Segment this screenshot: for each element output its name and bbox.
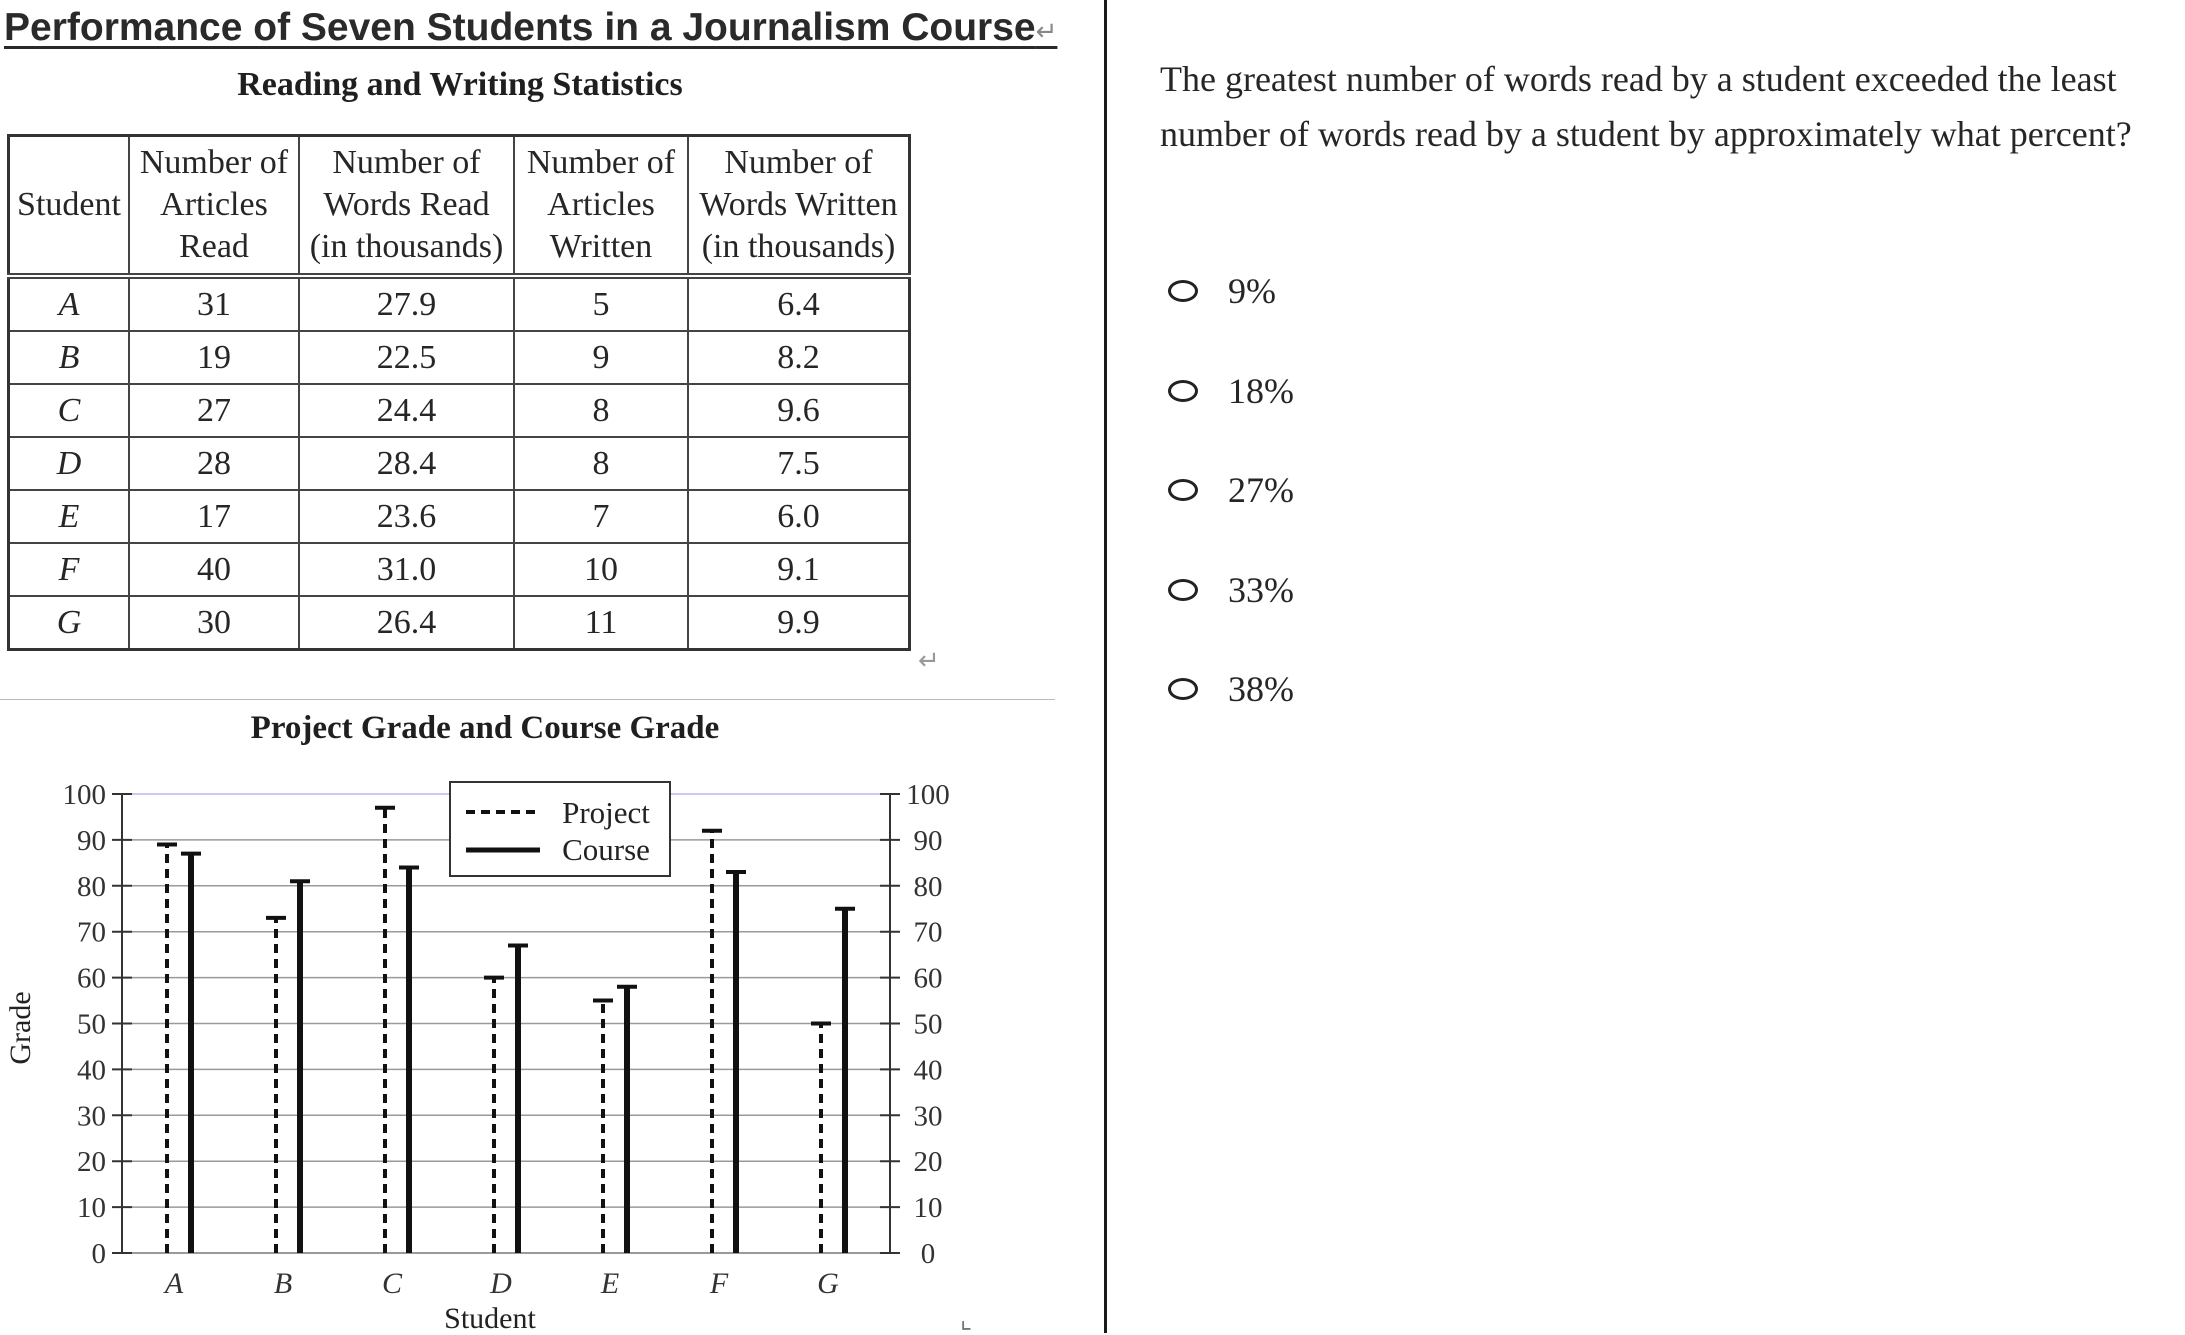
y-tick-label-right: 30 [913,1100,943,1133]
table-cell: 10 [514,543,688,596]
table-header-row [9,136,910,277]
answer-option-3[interactable] [1168,465,1294,515]
header-text: Words Read [323,186,490,223]
radio-button[interactable] [1168,678,1198,700]
table-row [9,331,910,384]
chart-title: Project Grade and Course Grade [250,710,720,746]
answer-option-2[interactable] [1168,366,1294,416]
table-cell: 9 [514,331,688,384]
y-tick-label-right: 90 [913,824,943,857]
y-tick-label-left: 60 [77,962,106,995]
table-row [9,384,910,437]
header-words-written [688,136,910,277]
table-cell: 19 [129,331,299,384]
radio-button[interactable] [1168,380,1198,402]
statistics-table [7,134,911,651]
option-label: 38% [1228,669,1294,709]
student-cell: A [9,276,130,331]
table-cell: 31 [129,276,299,331]
x-tick-label: A [164,1267,184,1300]
header-text: Number of [332,144,481,181]
header-text: Number of [526,144,676,181]
y-tick-label-right: 70 [913,916,943,949]
header-text: Written [549,228,653,265]
header-text: Number of [724,144,873,181]
y-tick-label-right: 0 [920,1238,936,1270]
answer-option-1[interactable] [1168,266,1276,316]
table-cell: 6.4 [688,276,910,331]
table-cell: 9.1 [688,543,910,596]
table-row [9,490,910,543]
document-title [4,6,1057,50]
table-cell: 8 [514,437,688,490]
table-cell: 31.0 [299,543,514,596]
header-student [9,136,130,277]
y-tick-label-right: 20 [913,1146,943,1179]
y-tick-label-left: 10 [77,1192,106,1225]
radio-button[interactable] [1168,579,1198,601]
table-cell: 7 [514,490,688,543]
x-axis-label: Student [444,1302,536,1333]
header-text: Number of [139,144,289,181]
student-cell: D [9,437,130,490]
table-cell: 17 [129,490,299,543]
table-cell: 28.4 [299,437,514,490]
legend-course-label: Course [562,832,650,867]
header-text: Student [17,186,121,223]
legend-project-label: Project [562,795,650,830]
header-text: Articles [547,186,655,223]
y-tick-label-left: 30 [77,1100,106,1133]
paragraph-mark-icon: ↵ [1035,17,1058,47]
student-cell: F [9,543,130,596]
y-tick-label-right: 10 [913,1192,943,1225]
radio-button[interactable] [1168,479,1198,501]
grade-chart [0,760,1000,1333]
y-tick-label-left: 20 [77,1146,106,1179]
student-cell: C [9,384,130,437]
answer-option-4[interactable] [1168,565,1294,615]
y-tick-label-left: 0 [91,1238,106,1270]
x-tick-label: F [709,1267,729,1300]
table-cell: 27.9 [299,276,514,331]
student-cell: B [9,331,130,384]
y-tick-label-left: 90 [77,824,106,857]
table-cell: 9.6 [688,384,910,437]
y-tick-label-left: 50 [77,1008,106,1041]
table-cell: 28 [129,437,299,490]
x-tick-label: D [490,1267,512,1300]
table-cell: 5 [514,276,688,331]
header-text: Read [179,228,249,265]
y-tick-label-right: 60 [913,962,943,995]
x-tick-label: C [381,1267,403,1300]
table-title: Reading and Writing Statistics [237,66,683,103]
option-label: 33% [1228,570,1294,610]
table-cell: 6.0 [688,490,910,543]
table-row [9,437,910,490]
chart-legend [450,782,670,876]
x-tick-label: E [600,1267,620,1300]
table-row [9,276,910,331]
return-mark-icon: ⌞ [960,1305,973,1335]
table-cell: 9.9 [688,596,910,650]
question-text: The greatest number of words read by a student exceeded the least number of words read by a student by approximately what percent? [1160,59,2132,154]
header-articles-written [514,136,688,277]
page-divider-line [0,699,1055,700]
y-tick-label-left: 80 [77,870,106,903]
y-tick-label-left: 40 [77,1054,106,1087]
panel-divider [1104,0,1107,1333]
return-mark-icon: ↵ [918,646,940,676]
header-articles-read [129,136,299,277]
table-cell: 40 [129,543,299,596]
table-cell: 23.6 [299,490,514,543]
option-label: 18% [1228,371,1294,411]
x-tick-label: B [273,1267,293,1300]
student-cell: E [9,490,130,543]
radio-button[interactable] [1168,280,1198,302]
y-tick-label-right: 100 [906,779,950,811]
table-cell: 26.4 [299,596,514,650]
option-label: 9% [1228,271,1276,311]
y-tick-label-left: 100 [62,779,106,811]
x-tick-label: G [817,1267,839,1300]
y-tick-label-right: 50 [913,1008,943,1041]
table-cell: 7.5 [688,437,910,490]
header-words-read [299,136,514,277]
answer-option-5[interactable] [1168,664,1294,714]
y-axis-label: Grade [4,991,37,1065]
table-cell: 11 [514,596,688,650]
table-row [9,596,910,650]
header-text: Words Written [699,186,898,223]
table-row [9,543,910,596]
student-cell: G [9,596,130,650]
y-tick-label-left: 70 [77,916,106,949]
table-cell: 27 [129,384,299,437]
table-cell: 30 [129,596,299,650]
option-label: 27% [1228,470,1294,510]
table-cell: 8 [514,384,688,437]
table-cell: 8.2 [688,331,910,384]
header-text: Articles [160,186,268,223]
table-cell: 22.5 [299,331,514,384]
document-title-text: Performance of Seven Students in a Journalism Course [4,6,1036,49]
header-text: (in thousands) [309,228,504,265]
y-tick-label-right: 40 [913,1054,943,1087]
y-tick-label-right: 80 [913,870,943,903]
table-cell: 24.4 [299,384,514,437]
header-text: (in thousands) [701,228,896,265]
